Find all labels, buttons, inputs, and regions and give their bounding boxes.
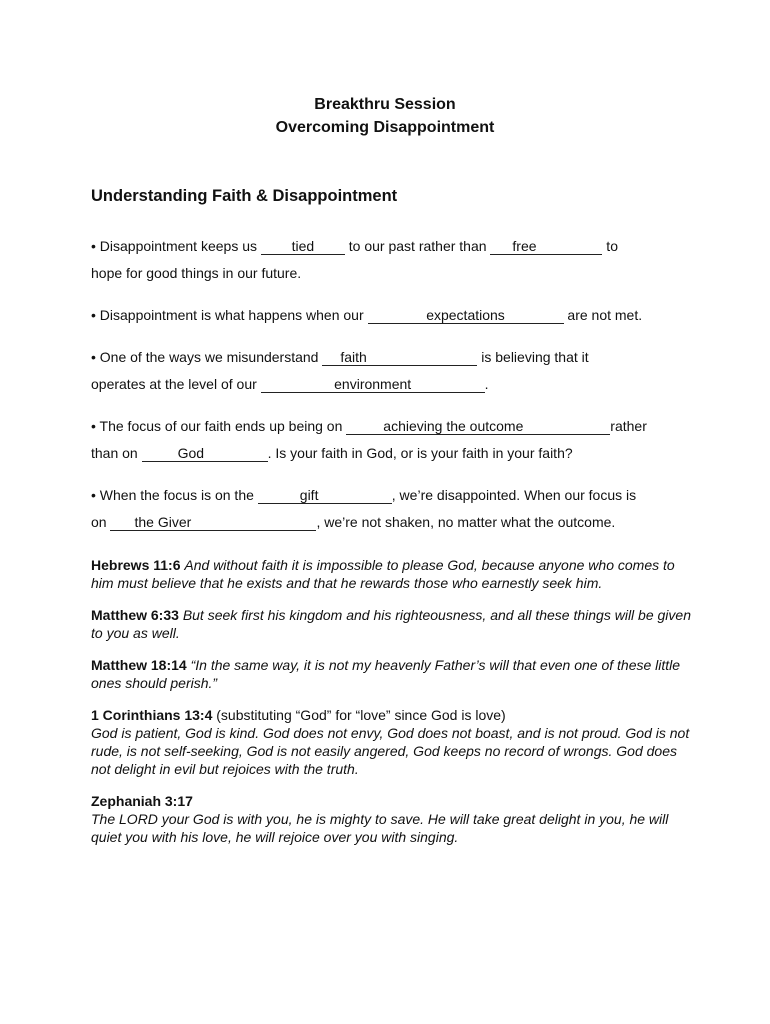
bullet-text: , we’re disappointed. When our focus is <box>391 487 637 503</box>
answer-text: environment <box>334 376 412 392</box>
bullet-text: are not met. <box>563 307 643 323</box>
section-heading: Understanding Faith & Disappointment <box>91 187 398 205</box>
verse-note: (substituting “God” for “love” since God is love) <box>216 707 506 723</box>
bullet-item <box>91 344 691 398</box>
answer-text: God <box>177 445 205 461</box>
scripture-verse <box>91 606 691 642</box>
bullet-line <box>91 413 691 440</box>
answer-blank <box>261 376 485 393</box>
verse-text: God is patient, God is kind. God does not envy, God does not boast, and is not proud. God is not rude, is not self-seeking, God is not easily angered, God keeps no record of wrongs. God does not delight in evil but rejoices with the truth. <box>91 725 690 777</box>
bullet-text: Disappointment keeps us <box>99 238 261 254</box>
bullet-line <box>91 344 691 371</box>
bullet-line <box>91 371 691 398</box>
answer-text: free <box>512 238 537 254</box>
verse-text: And without faith it is impossible to please God, because anyone who comes to him must believe that he exists and that he rewards those who earnestly seek him. <box>91 557 675 591</box>
bullet-text: operates at the level of our <box>91 376 261 392</box>
answer-blank <box>142 445 268 462</box>
verse-reference: 1 Corinthians 13:4 <box>91 707 213 723</box>
bullet-text: One of the ways we misunderstand <box>99 349 323 365</box>
answer-text: expectations <box>426 307 505 323</box>
answer-blank <box>368 307 564 324</box>
answer-blank <box>490 238 602 255</box>
bullet-text: on <box>91 514 111 530</box>
verse-text: But seek first his kingdom and his righteousness, and all these things will be given to you as well. <box>91 607 691 641</box>
bullet-line <box>91 482 691 509</box>
bullet-text: . Is your faith in God, or is your faith in your faith? <box>267 445 573 461</box>
bullet-text: , we’re not shaken, no matter what the outcome. <box>316 514 616 530</box>
scripture-verse <box>91 706 691 778</box>
scripture-list <box>91 556 691 860</box>
verse-reference: Matthew 18:14 <box>91 657 187 673</box>
bullet-text: Disappointment is what happens when our <box>99 307 368 323</box>
answer-text: gift <box>299 487 319 503</box>
answer-blank <box>261 238 345 255</box>
bullet-text: to our past rather than <box>344 238 491 254</box>
bullet-line <box>91 509 691 536</box>
bullet-marker: • <box>91 418 96 434</box>
bullet-item <box>91 413 691 467</box>
bullet-text: to <box>602 238 618 254</box>
verse-reference: Hebrews 11:6 <box>91 557 181 573</box>
bullet-text: rather <box>610 418 647 434</box>
bullet-text: is believing that it <box>477 349 589 365</box>
answer-blank <box>258 487 392 504</box>
bullet-marker: • <box>91 238 96 254</box>
bullet-item <box>91 233 691 287</box>
verse-text: The LORD your God is with you, he is mighty to save. He will take great delight in you, he will quiet you with his love, he will rejoice over you with singing. <box>91 811 669 845</box>
fill-in-bullets <box>91 233 691 551</box>
bullet-line <box>91 260 691 287</box>
bullet-text: than on <box>91 445 142 461</box>
answer-text: the Giver <box>134 514 192 530</box>
scripture-verse <box>91 792 691 846</box>
scripture-verse <box>91 556 691 592</box>
answer-text: faith <box>340 349 367 365</box>
answer-text: tied <box>291 238 315 254</box>
document-title: Breakthru Session <box>314 96 456 113</box>
bullet-text: hope for good things in our future. <box>91 265 302 281</box>
verse-reference: Matthew 6:33 <box>91 607 179 623</box>
bullet-marker: • <box>91 307 96 323</box>
bullet-text: . <box>484 376 489 392</box>
answer-blank <box>110 514 316 531</box>
bullet-line <box>91 440 691 467</box>
bullet-line <box>91 233 691 260</box>
document-subtitle: Overcoming Disappointment <box>275 119 495 136</box>
scripture-verse <box>91 656 691 692</box>
bullet-line <box>91 302 691 329</box>
answer-blank <box>346 418 610 435</box>
bullet-marker: • <box>91 349 96 365</box>
bullet-item <box>91 482 691 536</box>
bullet-text: The focus of our faith ends up being on <box>99 418 347 434</box>
answer-text: achieving the outcome <box>383 418 524 434</box>
verse-reference: Zephaniah 3:17 <box>91 793 193 809</box>
bullet-marker: • <box>91 487 96 503</box>
answer-blank <box>322 349 477 366</box>
verse-text: “In the same way, it is not my heavenly Father’s will that even one of these little ones should perish.” <box>91 657 681 691</box>
bullet-text: When the focus is on the <box>99 487 258 503</box>
bullet-item <box>91 302 691 329</box>
